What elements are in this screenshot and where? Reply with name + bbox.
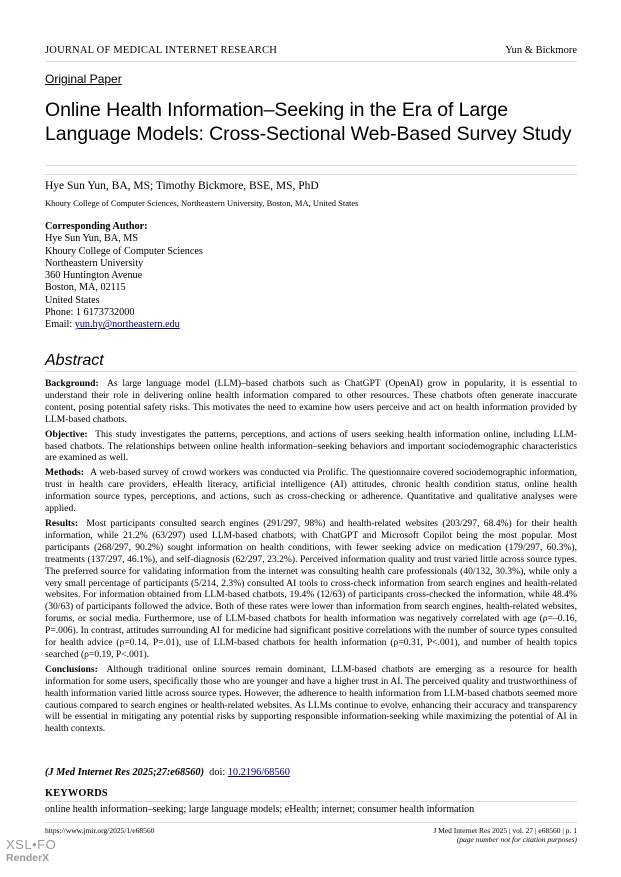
corr-line: United States	[45, 294, 100, 306]
section-label: Conclusions:	[45, 663, 98, 675]
corr-line: Khoury College of Computer Sciences	[45, 245, 203, 257]
corr-line: Hye Sun Yun, BA, MS	[45, 233, 139, 245]
header-rule	[45, 61, 577, 62]
footer-note: (page number not for citation purposes)	[456, 835, 577, 844]
section-label: Objective:	[45, 428, 88, 440]
watermark-line1: XSL•FO	[6, 837, 57, 852]
author-rule	[45, 174, 577, 175]
footer-ref	[433, 826, 577, 844]
watermark-line2: RenderX	[6, 852, 50, 864]
article-title: Online Health Information–Seeking in the Era of Large Language Models: Cross-Sectional Web-Based Survey Study	[45, 99, 572, 145]
footer-rule	[45, 822, 577, 823]
section-text: This study investigates the patterns, perceptions, and actions of users seeking health information online, including LLM-based chatbots. The relationships between online health information–seeking behaviors and important sociodemographic characteristics are examined as well.	[45, 428, 577, 464]
section-label: Methods:	[45, 467, 84, 479]
keywords-rule	[45, 801, 577, 802]
section-text: As large language model (LLM)–based chatbots such as ChatGPT (OpenAI) grow in popularity, it is essential to understand their role in delivering online health information compared to other resources. These chatbots often generate inaccurate content, posing potential safety risks. This motivates the need to examine how users perceive and act on health information provided by LLM-based chatbots.	[45, 378, 577, 425]
section-text: Most participants consulted search engines (291/297, 98%) and health-related websites (203/297, 68.4%) for their health information, while 21.2% (63/297) used LLM-based chatbots, with ChatGPT and Microsoft Copilot being the most popular. Most participants (268/297, 90.2%) sought information on health conditions, with fewer seeking advice on medication (179/297, 60.3%), treatments (137/297, 46.1%), and self-diagnosis (62/297, 23.2%). Perceived information quality and trust varied little across source types. The preferred source for validating information from the internet was consulting health care professionals (40/132, 30.3%), while only a very small percentage of participants (5/214, 2.3%) consulted AI tools to cross-check information from search engines and health-related websites. For information obtained from LLM-based chatbots, 19.4% (12/63) of participants cross-checked the information, while 48.4% (30/63) of participants followed the advice. Both of these rates were lower than information from search engines, health-related websites, forums, or social media. Furthermore, use of LLM-based chatbots for health information was negatively correlated with age (ρ=–0.16, P=.006). In contrast, attitudes surrounding AI for medicine had significant positive correlations with the number of source types consulted for health advice (ρ=0.14, P=.01), use of LLM-based chatbots for health information (ρ=0.31, P<.001), and number of health topics searched (ρ=0.19, P<.001).	[45, 517, 577, 660]
authors: Hye Sun Yun, BA, MS; Timothy Bickmore, BSE, MS, PhD	[45, 180, 319, 192]
email-link[interactable]: yun.hy@northeastern.edu	[74, 319, 180, 331]
corr-line: Boston, MA, 02115	[45, 282, 126, 294]
abstract-background	[45, 378, 577, 426]
abstract-rule	[45, 371, 577, 372]
journal-name: JOURNAL OF MEDICAL INTERNET RESEARCH	[45, 45, 277, 56]
corresponding-author	[45, 221, 203, 332]
title-rule	[45, 165, 577, 166]
abstract-objective	[45, 429, 577, 465]
doi-link[interactable]: 10.2196/68560	[227, 767, 290, 778]
citation-line	[45, 767, 290, 778]
running-authors: Yun & Bickmore	[505, 45, 577, 56]
corr-line: Phone: 1 6173732000	[45, 307, 135, 319]
footer-url[interactable]: https://www.jmir.org/2025/1/e68560	[45, 826, 155, 835]
email-label: Email:	[45, 319, 73, 331]
abstract-results	[45, 518, 577, 661]
corr-line: 360 Huntington Avenue	[45, 270, 143, 282]
keywords-text: online health information–seeking; large language models; eHealth; internet; consumer health information	[45, 804, 475, 815]
corr-line: Northeastern University	[45, 257, 144, 269]
abstract-body	[45, 378, 577, 738]
abstract-methods	[45, 467, 577, 515]
section-label: Results:	[45, 517, 79, 529]
abstract-heading: Abstract	[45, 352, 104, 369]
section-label: Background:	[45, 378, 99, 389]
doi-label: doi:	[209, 767, 226, 778]
renderx-watermark	[6, 838, 66, 865]
footer-page-ref: J Med Internet Res 2025 | vol. 27 | e68560 | p. 1	[433, 826, 577, 835]
keywords-heading: KEYWORDS	[45, 788, 108, 799]
affiliation: Khoury College of Computer Sciences, Northeastern University, Boston, MA, United States	[45, 198, 359, 208]
section-text: A web-based survey of crowd workers was conducted via Prolific. The questionnaire covered sociodemographic information, trust in health care providers, eHealth literacy, artificial intelligence (AI) attitudes, chronic health condition status, online health information source types, perceptions, and actions, such as cross-checking or adherence. Quantitative and qualitative analyses were applied.	[45, 467, 577, 515]
corresponding-heading: Corresponding Author:	[45, 221, 148, 232]
journal-reference: (J Med Internet Res 2025;27:e68560)	[45, 767, 205, 778]
section-text: Although traditional online sources remain dominant, LLM-based chatbots are emerging as a resource for health information for some users, specifically those who are younger and have a higher trust in AI. The perceived quality and trustworthiness of health information varied little across source types. However, the adherence to health information from LLM-based chatbots seemed more cautious compared to search engines or health-related websites. As LLMs continue to evolve, enhancing their accuracy and transparency will be essential in mitigating any potential risks by supporting responsible information-seeking while maximizing the potential of AI in health contexts.	[45, 663, 578, 735]
paper-type: Original Paper	[45, 72, 122, 86]
abstract-conclusions	[45, 664, 577, 735]
